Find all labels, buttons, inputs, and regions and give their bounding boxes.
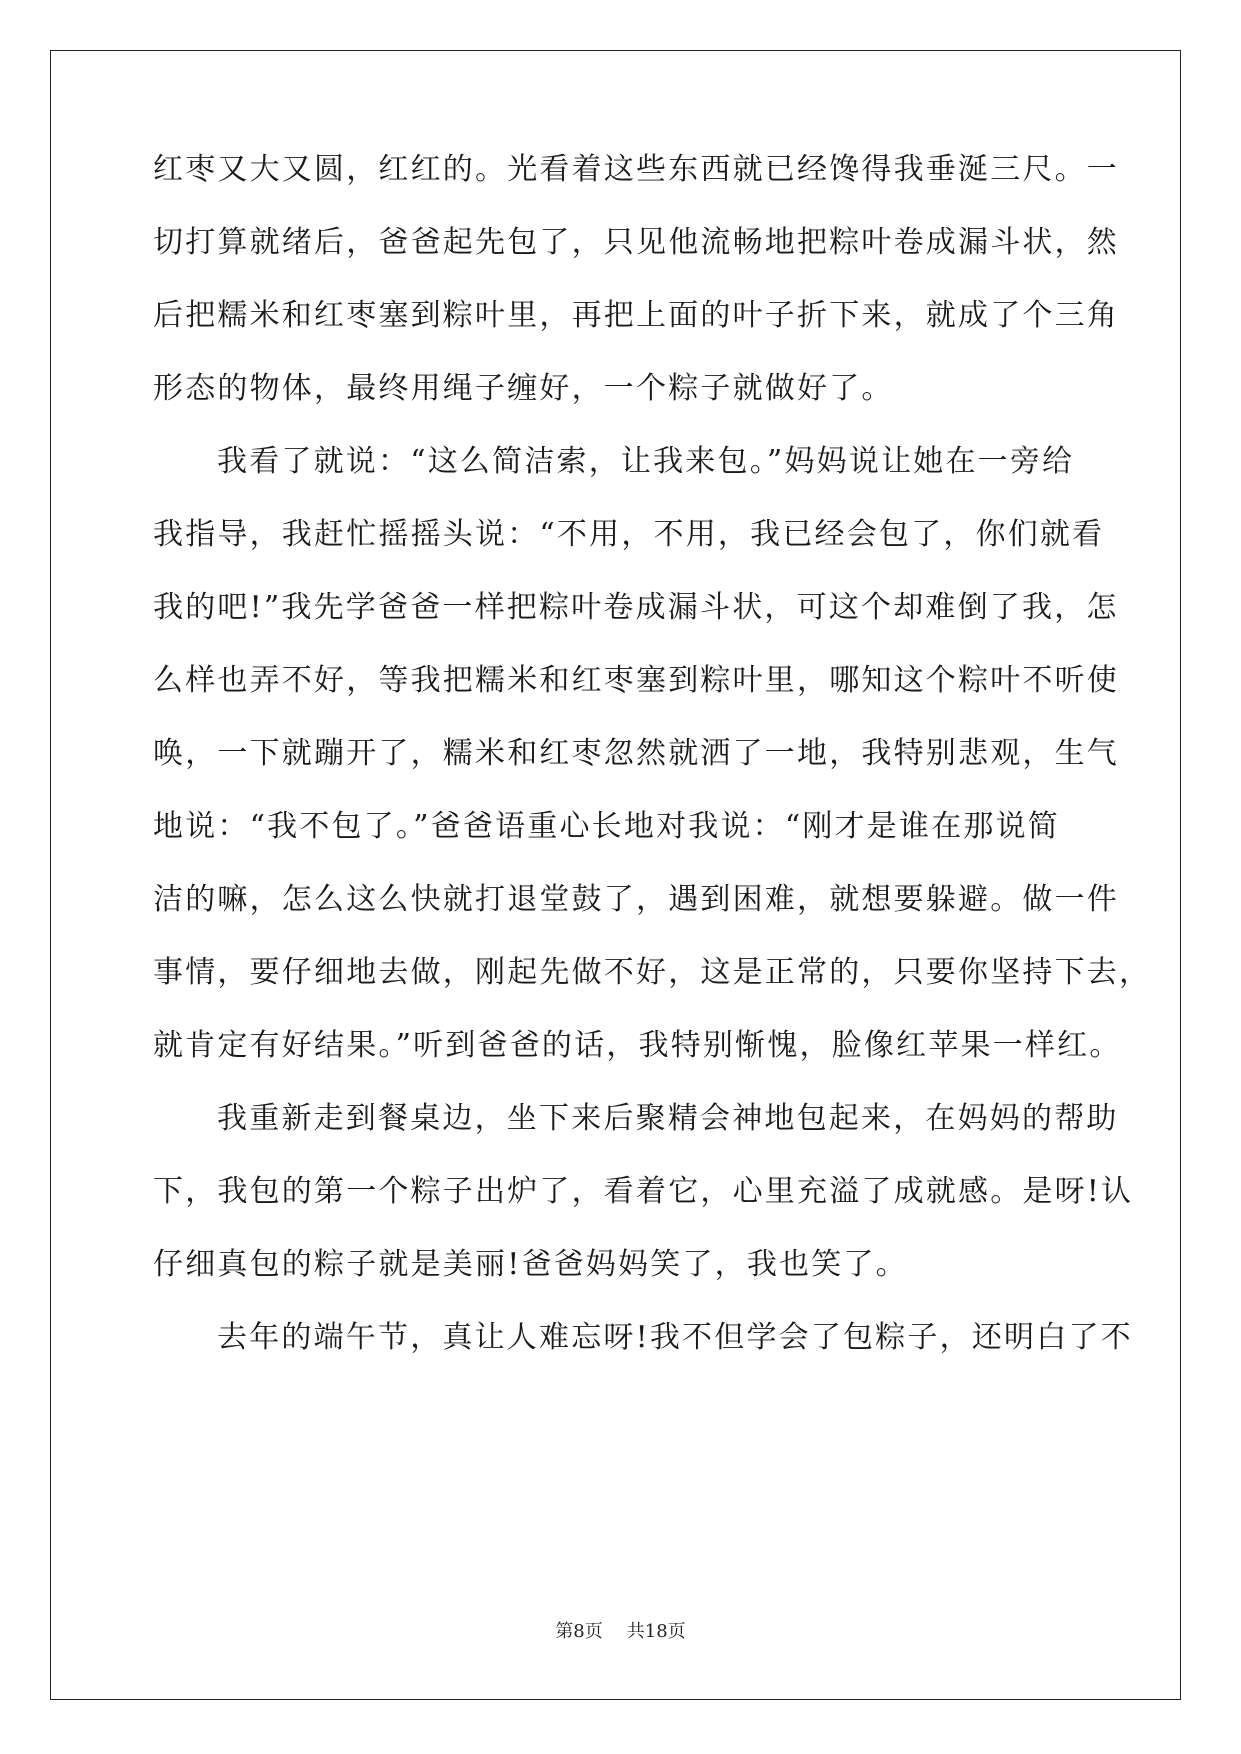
page-footer	[0, 1617, 1241, 1643]
page-number: 第8页	[555, 1621, 603, 1642]
text-line: 仔细真包的粽子就是美丽!爸爸妈妈笑了，我也笑了。	[153, 1247, 908, 1282]
text-line: 切打算就绪后，爸爸起先包了，只见他流畅地把粽叶卷成漏斗状，然	[153, 225, 1119, 260]
text-line: 后把糯米和红枣塞到粽叶里，再把上面的叶子折下来，就成了个三角	[153, 298, 1119, 333]
text-line: 我指导，我赶忙摇摇头说：“不用，不用，我已经会包了，你们就看	[153, 517, 1105, 552]
text-line: 就肯定有好结果。”听到爸爸的话，我特别惭愧，脸像红苹果一样红。	[153, 1028, 1122, 1063]
text-line: 洁的嘛，怎么这么快就打退堂鼓了，遇到困难，就想要躲避。做一件	[153, 882, 1119, 917]
text-line: 唤，一下就蹦开了，糯米和红枣忽然就洒了一地，我特别悲观，生气	[153, 736, 1119, 771]
page-total: 共18页	[626, 1621, 686, 1642]
paragraph-first-line: 我看了就说：“这么简洁索，让我来包。”妈妈说让她在一旁给	[217, 444, 1075, 479]
text-line: 么样也弄不好，等我把糯米和红枣塞到粽叶里，哪知这个粽叶不听使	[153, 663, 1119, 698]
text-line: 我的吧!”我先学爸爸一样把粽叶卷成漏斗状，可这个却难倒了我，怎	[153, 590, 1119, 625]
text-line: 地说：“我不包了。”爸爸语重心长地对我说：“刚才是谁在那说简	[153, 809, 1061, 844]
paragraph-first-line: 去年的端午节，真让人难忘呀!我不但学会了包粽子，还明白了不	[217, 1320, 1133, 1355]
text-line: 红枣又大又圆，红红的。光看着这些东西就已经馋得我垂涎三尺。一	[153, 152, 1119, 187]
text-line: 事情，要仔细地去做，刚起先做不好，这是正常的，只要你坚持下去，	[153, 955, 1152, 990]
text-line: 下，我包的第一个粽子出炉了，看着它，心里充溢了成就感。是呀!认	[153, 1174, 1134, 1209]
text-line: 形态的物体，最终用绳子缠好，一个粽子就做好了。	[153, 371, 894, 406]
paragraph-first-line: 我重新走到餐桌边，坐下来后聚精会神地包起来，在妈妈的帮助	[217, 1101, 1119, 1136]
